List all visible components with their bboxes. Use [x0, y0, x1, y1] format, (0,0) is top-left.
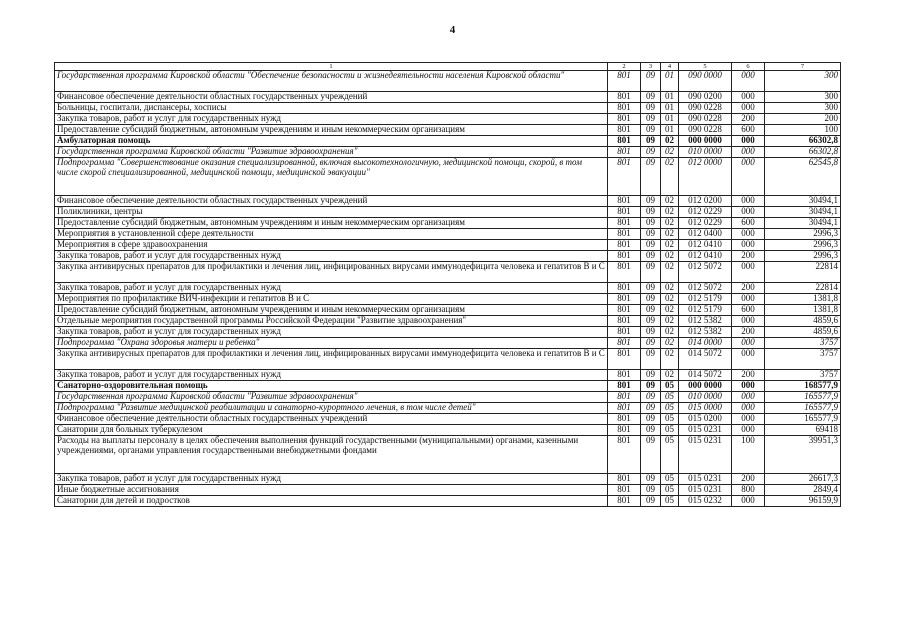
agency-code-cell: 801	[608, 158, 641, 196]
amount-cell: 66302,8	[765, 136, 841, 147]
expense-type-code-cell: 000	[732, 207, 765, 218]
target-code-cell: 012 5072	[679, 262, 732, 283]
amount-cell: 30494,1	[765, 207, 841, 218]
table-row	[55, 485, 841, 496]
amount-cell: 100	[765, 125, 841, 136]
table-row	[55, 262, 841, 283]
target-code-cell: 000 0000	[679, 381, 732, 392]
item-name-cell: Предоставление субсидий бюджетным, автономным учреждениям и иным некоммерческим организациям	[55, 218, 608, 229]
agency-code-cell: 801	[608, 349, 641, 370]
table-row	[55, 496, 841, 507]
expense-type-code-cell: 100	[732, 436, 765, 474]
item-name-cell: Мероприятия по профилактике ВИЧ-инфекции и гепатитов В и С	[55, 294, 608, 305]
agency-code-cell: 801	[608, 474, 641, 485]
agency-code-cell: 801	[608, 327, 641, 338]
table-row	[55, 425, 841, 436]
amount-cell: 3757	[765, 370, 841, 381]
amount-cell: 2996,3	[765, 240, 841, 251]
table-row	[55, 103, 841, 114]
amount-cell: 26617,3	[765, 474, 841, 485]
target-code-cell: 090 0228	[679, 103, 732, 114]
column-header: 7	[765, 63, 841, 71]
section-code-cell: 09	[641, 474, 661, 485]
item-name-cell: Финансовое обеспечение деятельности областных государственных учреждений	[55, 92, 608, 103]
item-name-cell: Иные бюджетные ассигнования	[55, 485, 608, 496]
target-code-cell: 012 5382	[679, 316, 732, 327]
target-code-cell: 090 0000	[679, 71, 732, 92]
target-code-cell: 015 0231	[679, 436, 732, 474]
expense-type-code-cell: 000	[732, 136, 765, 147]
section-code-cell: 09	[641, 283, 661, 294]
table-row	[55, 71, 841, 92]
amount-cell: 165577,9	[765, 403, 841, 414]
amount-cell: 165577,9	[765, 414, 841, 425]
agency-code-cell: 801	[608, 485, 641, 496]
section-code-cell: 09	[641, 436, 661, 474]
expense-type-code-cell: 000	[732, 425, 765, 436]
target-code-cell: 090 0228	[679, 114, 732, 125]
section-code-cell: 09	[641, 207, 661, 218]
amount-cell: 4859,6	[765, 316, 841, 327]
subsection-code-cell: 02	[661, 136, 679, 147]
item-name-cell: Санаторно-оздоровительная помощь	[55, 381, 608, 392]
target-code-cell: 012 0229	[679, 218, 732, 229]
subsection-code-cell: 02	[661, 305, 679, 316]
target-code-cell: 015 0200	[679, 414, 732, 425]
section-code-cell: 09	[641, 196, 661, 207]
column-header: 4	[661, 63, 679, 71]
column-header: 1	[55, 63, 608, 71]
item-name-cell: Подпрограмма "Охрана здоровья матери и ребенка"	[55, 338, 608, 349]
section-code-cell: 09	[641, 136, 661, 147]
expense-type-code-cell: 000	[732, 392, 765, 403]
section-code-cell: 09	[641, 125, 661, 136]
item-name-cell: Закупка товаров, работ и услуг для государственных нужд	[55, 114, 608, 125]
target-code-cell: 012 5072	[679, 283, 732, 294]
expense-type-code-cell: 000	[732, 71, 765, 92]
item-name-cell: Подпрограмма "Развитие медицинской реабилитации и санаторно-курортного лечения, в том числе детей"	[55, 403, 608, 414]
expense-type-code-cell: 000	[732, 92, 765, 103]
agency-code-cell: 801	[608, 392, 641, 403]
agency-code-cell: 801	[608, 403, 641, 414]
expense-type-code-cell: 000	[732, 496, 765, 507]
section-code-cell: 09	[641, 71, 661, 92]
amount-cell: 3757	[765, 338, 841, 349]
agency-code-cell: 801	[608, 196, 641, 207]
target-code-cell: 014 0000	[679, 338, 732, 349]
section-code-cell: 09	[641, 218, 661, 229]
target-code-cell: 015 0231	[679, 474, 732, 485]
table-row	[55, 414, 841, 425]
subsection-code-cell: 05	[661, 436, 679, 474]
expense-type-code-cell: 200	[732, 283, 765, 294]
table-row	[55, 218, 841, 229]
expense-type-code-cell: 000	[732, 316, 765, 327]
column-header: 5	[679, 63, 732, 71]
column-numbers-row	[55, 63, 841, 71]
expense-type-code-cell: 000	[732, 338, 765, 349]
agency-code-cell: 801	[608, 218, 641, 229]
section-code-cell: 09	[641, 294, 661, 305]
amount-cell: 1381,8	[765, 294, 841, 305]
table-row	[55, 125, 841, 136]
table-row	[55, 114, 841, 125]
subsection-code-cell: 02	[661, 294, 679, 305]
section-code-cell: 09	[641, 496, 661, 507]
agency-code-cell: 801	[608, 103, 641, 114]
item-name-cell: Поликлиники, центры	[55, 207, 608, 218]
subsection-code-cell: 01	[661, 114, 679, 125]
item-name-cell: Финансовое обеспечение деятельности областных государственных учреждений	[55, 196, 608, 207]
table-row	[55, 370, 841, 381]
expense-type-code-cell: 600	[732, 125, 765, 136]
agency-code-cell: 801	[608, 147, 641, 158]
subsection-code-cell: 02	[661, 196, 679, 207]
section-code-cell: 09	[641, 392, 661, 403]
expense-type-code-cell: 000	[732, 349, 765, 370]
target-code-cell: 010 0000	[679, 147, 732, 158]
column-header: 2	[608, 63, 641, 71]
agency-code-cell: 801	[608, 136, 641, 147]
expense-type-code-cell: 000	[732, 196, 765, 207]
table-row	[55, 327, 841, 338]
item-name-cell: Закупка товаров, работ и услуг для государственных нужд	[55, 370, 608, 381]
agency-code-cell: 801	[608, 370, 641, 381]
expense-type-code-cell: 200	[732, 474, 765, 485]
budget-table	[54, 62, 841, 507]
target-code-cell: 012 0200	[679, 196, 732, 207]
agency-code-cell: 801	[608, 496, 641, 507]
item-name-cell: Больницы, госпитали, диспансеры, хосписы	[55, 103, 608, 114]
item-name-cell: Санатории для детей и подростков	[55, 496, 608, 507]
subsection-code-cell: 02	[661, 240, 679, 251]
expense-type-code-cell: 000	[732, 381, 765, 392]
subsection-code-cell: 02	[661, 316, 679, 327]
item-name-cell: Финансовое обеспечение деятельности областных государственных учреждений	[55, 414, 608, 425]
target-code-cell: 014 5072	[679, 370, 732, 381]
table-row	[55, 147, 841, 158]
subsection-code-cell: 02	[661, 327, 679, 338]
column-header: 6	[732, 63, 765, 71]
subsection-code-cell: 02	[661, 207, 679, 218]
table-row	[55, 305, 841, 316]
expense-type-code-cell: 000	[732, 240, 765, 251]
agency-code-cell: 801	[608, 425, 641, 436]
subsection-code-cell: 01	[661, 71, 679, 92]
subsection-code-cell: 02	[661, 370, 679, 381]
expense-type-code-cell: 000	[732, 262, 765, 283]
section-code-cell: 09	[641, 305, 661, 316]
agency-code-cell: 801	[608, 207, 641, 218]
table-row	[55, 229, 841, 240]
table-row	[55, 381, 841, 392]
amount-cell: 3757	[765, 349, 841, 370]
section-code-cell: 09	[641, 485, 661, 496]
table-row	[55, 316, 841, 327]
agency-code-cell: 801	[608, 125, 641, 136]
agency-code-cell: 801	[608, 414, 641, 425]
amount-cell: 300	[765, 71, 841, 92]
section-code-cell: 09	[641, 403, 661, 414]
agency-code-cell: 801	[608, 240, 641, 251]
item-name-cell: Закупка антивирусных препаратов для профилактики и лечения лиц, инфицированных вирусами иммунодефицита человека и гепатитов В и С	[55, 349, 608, 370]
amount-cell: 300	[765, 92, 841, 103]
expense-type-code-cell: 000	[732, 414, 765, 425]
expense-type-code-cell: 200	[732, 251, 765, 262]
subsection-code-cell: 02	[661, 262, 679, 283]
agency-code-cell: 801	[608, 114, 641, 125]
amount-cell: 22814	[765, 262, 841, 283]
section-code-cell: 09	[641, 370, 661, 381]
subsection-code-cell: 02	[661, 147, 679, 158]
section-code-cell: 09	[641, 338, 661, 349]
agency-code-cell: 801	[608, 92, 641, 103]
subsection-code-cell: 05	[661, 425, 679, 436]
subsection-code-cell: 05	[661, 474, 679, 485]
subsection-code-cell: 02	[661, 229, 679, 240]
target-code-cell: 000 0000	[679, 136, 732, 147]
section-code-cell: 09	[641, 147, 661, 158]
table-row	[55, 136, 841, 147]
amount-cell: 168577,9	[765, 381, 841, 392]
table-row	[55, 251, 841, 262]
expense-type-code-cell: 600	[732, 218, 765, 229]
amount-cell: 96159,9	[765, 496, 841, 507]
amount-cell: 39951,3	[765, 436, 841, 474]
section-code-cell: 09	[641, 425, 661, 436]
expense-type-code-cell: 000	[732, 158, 765, 196]
column-header: 3	[641, 63, 661, 71]
target-code-cell: 012 0410	[679, 251, 732, 262]
section-code-cell: 09	[641, 316, 661, 327]
subsection-code-cell: 02	[661, 338, 679, 349]
expense-type-code-cell: 800	[732, 485, 765, 496]
table-row	[55, 283, 841, 294]
subsection-code-cell: 05	[661, 381, 679, 392]
item-name-cell: Закупка товаров, работ и услуг для государственных нужд	[55, 474, 608, 485]
item-name-cell: Предоставление субсидий бюджетным, автономным учреждениям и иным некоммерческим организациям	[55, 125, 608, 136]
table-row	[55, 294, 841, 305]
table-row	[55, 349, 841, 370]
section-code-cell: 09	[641, 349, 661, 370]
expense-type-code-cell: 600	[732, 305, 765, 316]
agency-code-cell: 801	[608, 262, 641, 283]
subsection-code-cell: 02	[661, 349, 679, 370]
target-code-cell: 015 0231	[679, 425, 732, 436]
amount-cell: 2996,3	[765, 229, 841, 240]
table-row	[55, 436, 841, 474]
agency-code-cell: 801	[608, 71, 641, 92]
agency-code-cell: 801	[608, 305, 641, 316]
agency-code-cell: 801	[608, 316, 641, 327]
item-name-cell: Мероприятия в сфере здравоохранения	[55, 240, 608, 251]
amount-cell: 30494,1	[765, 218, 841, 229]
target-code-cell: 012 0400	[679, 229, 732, 240]
target-code-cell: 015 0232	[679, 496, 732, 507]
agency-code-cell: 801	[608, 229, 641, 240]
subsection-code-cell: 05	[661, 485, 679, 496]
target-code-cell: 012 0229	[679, 207, 732, 218]
target-code-cell: 010 0000	[679, 392, 732, 403]
section-code-cell: 09	[641, 414, 661, 425]
amount-cell: 30494,1	[765, 196, 841, 207]
item-name-cell: Государственная программа Кировской области "Развитие здравоохранения"	[55, 392, 608, 403]
amount-cell: 200	[765, 114, 841, 125]
agency-code-cell: 801	[608, 283, 641, 294]
agency-code-cell: 801	[608, 294, 641, 305]
subsection-code-cell: 02	[661, 158, 679, 196]
agency-code-cell: 801	[608, 338, 641, 349]
item-name-cell: Мероприятия в установленной сфере деятельности	[55, 229, 608, 240]
amount-cell: 1381,8	[765, 305, 841, 316]
section-code-cell: 09	[641, 114, 661, 125]
target-code-cell: 015 0000	[679, 403, 732, 414]
item-name-cell: Закупка товаров, работ и услуг для государственных нужд	[55, 327, 608, 338]
subsection-code-cell: 01	[661, 125, 679, 136]
item-name-cell: Закупка товаров, работ и услуг для государственных нужд	[55, 283, 608, 294]
item-name-cell: Отдельные мероприятия государственной программы Российской Федерации "Развитие здравоохранения"	[55, 316, 608, 327]
table-row	[55, 92, 841, 103]
target-code-cell: 015 0231	[679, 485, 732, 496]
section-code-cell: 09	[641, 92, 661, 103]
expense-type-code-cell: 000	[732, 294, 765, 305]
table-row	[55, 158, 841, 196]
subsection-code-cell: 01	[661, 103, 679, 114]
expense-type-code-cell: 200	[732, 370, 765, 381]
amount-cell: 69418	[765, 425, 841, 436]
target-code-cell: 090 0200	[679, 92, 732, 103]
subsection-code-cell: 05	[661, 403, 679, 414]
subsection-code-cell: 02	[661, 218, 679, 229]
amount-cell: 2849,4	[765, 485, 841, 496]
item-name-cell: Предоставление субсидий бюджетным, автономным учреждениям и иным некоммерческим организациям	[55, 305, 608, 316]
item-name-cell: Закупка антивирусных препаратов для профилактики и лечения лиц, инфицированных вирусами иммунодефицита человека и гепатитов В и С	[55, 262, 608, 283]
section-code-cell: 09	[641, 381, 661, 392]
table-row	[55, 474, 841, 485]
amount-cell: 300	[765, 103, 841, 114]
subsection-code-cell: 05	[661, 414, 679, 425]
section-code-cell: 09	[641, 262, 661, 283]
agency-code-cell: 801	[608, 381, 641, 392]
table-row	[55, 403, 841, 414]
agency-code-cell: 801	[608, 436, 641, 474]
section-code-cell: 09	[641, 158, 661, 196]
target-code-cell: 014 5072	[679, 349, 732, 370]
target-code-cell: 012 5179	[679, 305, 732, 316]
subsection-code-cell: 01	[661, 92, 679, 103]
item-name-cell: Государственная программа Кировской области "Развитие здравоохранения"	[55, 147, 608, 158]
amount-cell: 4859,6	[765, 327, 841, 338]
expense-type-code-cell: 000	[732, 229, 765, 240]
table-row	[55, 338, 841, 349]
expense-type-code-cell: 000	[732, 147, 765, 158]
subsection-code-cell: 02	[661, 251, 679, 262]
subsection-code-cell: 02	[661, 283, 679, 294]
subsection-code-cell: 05	[661, 392, 679, 403]
target-code-cell: 012 0000	[679, 158, 732, 196]
amount-cell: 66302,8	[765, 147, 841, 158]
section-code-cell: 09	[641, 251, 661, 262]
subsection-code-cell: 05	[661, 496, 679, 507]
section-code-cell: 09	[641, 240, 661, 251]
expense-type-code-cell: 200	[732, 114, 765, 125]
agency-code-cell: 801	[608, 251, 641, 262]
table-row	[55, 392, 841, 403]
amount-cell: 62545,8	[765, 158, 841, 196]
item-name-cell: Санатории для больных туберкулезом	[55, 425, 608, 436]
item-name-cell: Амбулаторная помощь	[55, 136, 608, 147]
table-row	[55, 240, 841, 251]
table-row	[55, 196, 841, 207]
item-name-cell: Расходы на выплаты персоналу в целях обеспечения выполнения функций государственными (муниципальными) органами, казенными учреждениями, органами управления государственными внебюджетными фондами	[55, 436, 608, 474]
target-code-cell: 012 5382	[679, 327, 732, 338]
section-code-cell: 09	[641, 103, 661, 114]
item-name-cell: Подпрограмма "Совершенствование оказания специализированной, включая высокотехнологичную, медицинской помощи, скорой, в том числе скорой специализированной, медицинской помощи, медицинской эвакуации"	[55, 158, 608, 196]
amount-cell: 165577,9	[765, 392, 841, 403]
expense-type-code-cell: 200	[732, 327, 765, 338]
target-code-cell: 012 0410	[679, 240, 732, 251]
target-code-cell: 090 0228	[679, 125, 732, 136]
amount-cell: 22814	[765, 283, 841, 294]
amount-cell: 2996,3	[765, 251, 841, 262]
table-row	[55, 207, 841, 218]
item-name-cell: Государственная программа Кировской области "Обеспечение безопасности и жизнедеятельности населения Кировской области"	[55, 71, 608, 92]
section-code-cell: 09	[641, 229, 661, 240]
item-name-cell: Закупка товаров, работ и услуг для государственных нужд	[55, 251, 608, 262]
section-code-cell: 09	[641, 327, 661, 338]
page-number: 4	[449, 24, 456, 36]
expense-type-code-cell: 000	[732, 403, 765, 414]
target-code-cell: 012 5179	[679, 294, 732, 305]
expense-type-code-cell: 000	[732, 103, 765, 114]
